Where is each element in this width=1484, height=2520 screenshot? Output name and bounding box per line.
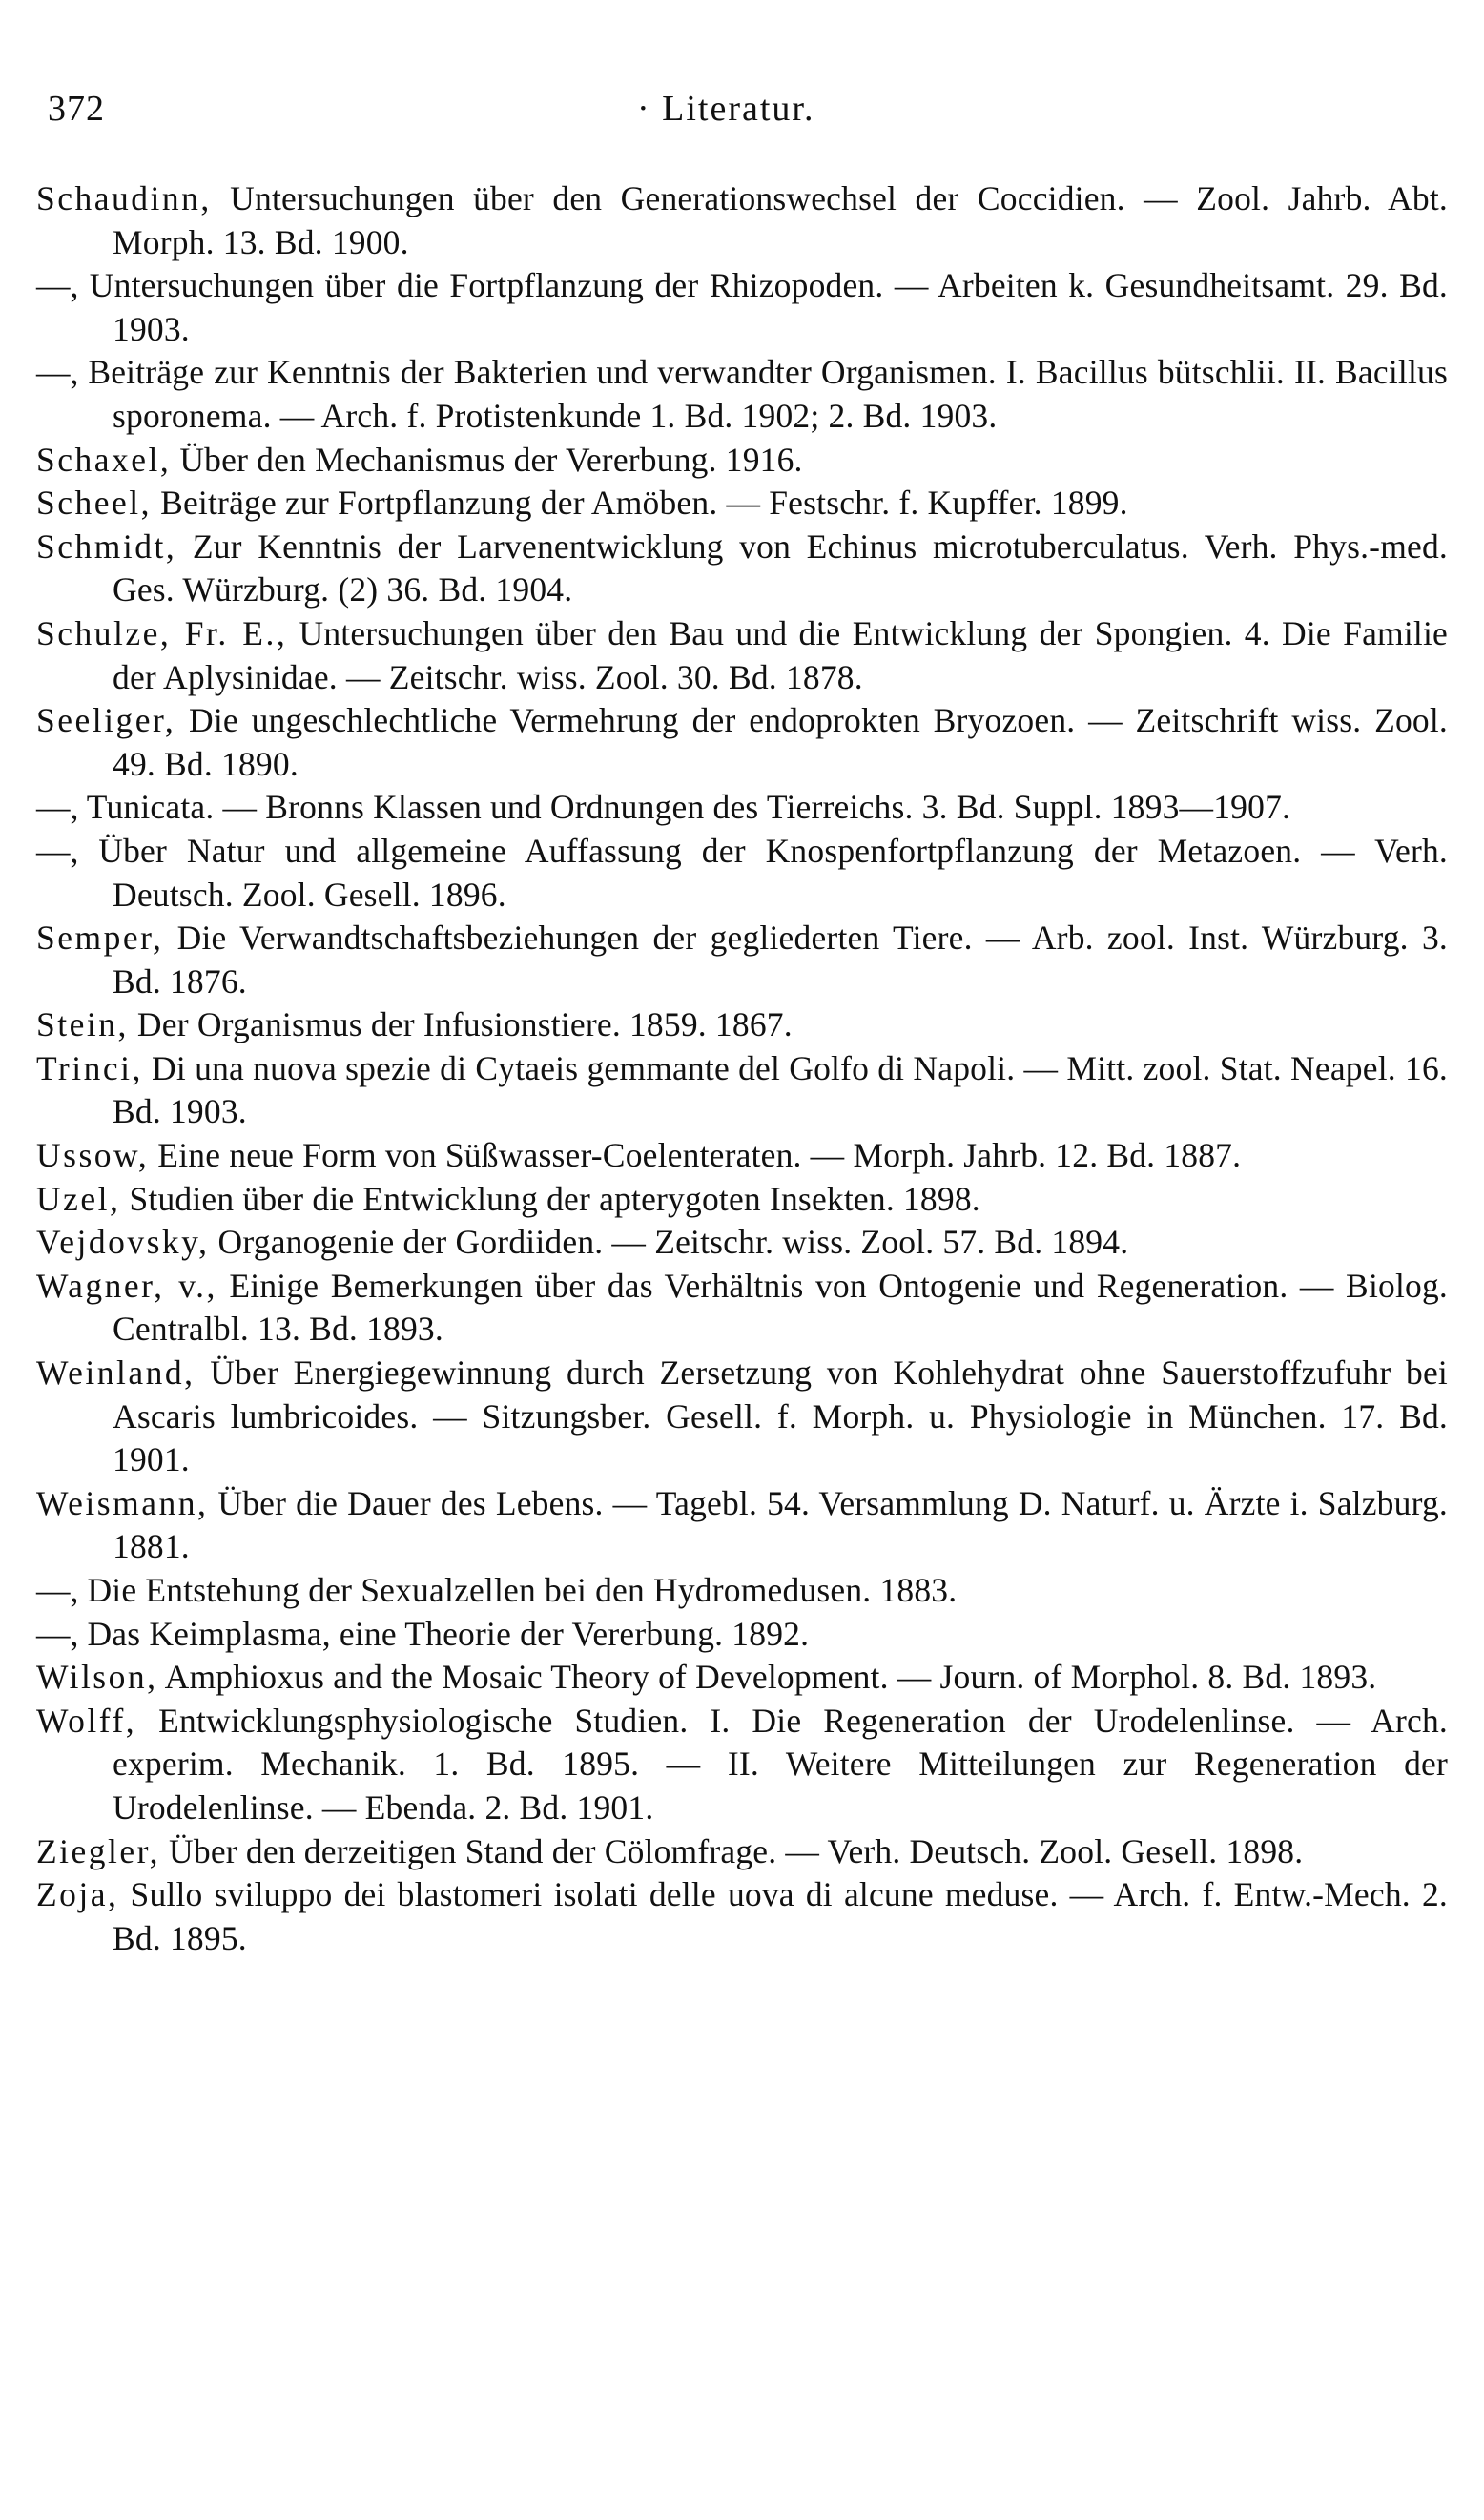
bibliography-entry	[36, 1482, 1448, 1569]
entry-reference: Die ungeschlechtliche Vermehrung der endoprokten Bryozoen. — Zeitschrift wiss. Zool. 49. Bd. 1890.	[113, 701, 1448, 783]
bibliography-entry	[36, 1656, 1448, 1700]
bibliography-entry	[36, 1873, 1448, 1960]
entry-reference: Die Entstehung der Sexualzellen bei den Hydromedusen. 1883.	[78, 1571, 958, 1609]
entry-reference: Die Verwandtschaftsbeziehungen der gegliederten Tiere. — Arb. zool. Inst. Würzburg. 3. Bd. 1876.	[113, 919, 1448, 1001]
bibliography-entry	[36, 786, 1448, 830]
entry-author: Schaxel,	[36, 440, 172, 479]
entry-reference: Über die Dauer des Lebens. — Tagebl. 54. Versammlung D. Naturf. u. Ärzte i. Salzburg. 1881.	[113, 1483, 1448, 1566]
entry-author: Weismann,	[36, 1483, 209, 1522]
entry-reference: Organogenie der Gordiiden. — Zeitschr. wiss. Zool. 57. Bd. 1894.	[209, 1223, 1129, 1262]
entry-author: —,	[36, 266, 79, 305]
bibliography-entry	[36, 612, 1448, 699]
entry-author: Vejdovsky,	[36, 1223, 210, 1262]
entry-author: Schaudinn,	[36, 179, 212, 217]
entry-author: Zoja,	[36, 1875, 119, 1914]
entry-reference: Untersuchungen über die Fortpflanzung der Rhizopoden. — Arbeiten k. Gesundheitsamt. 29. Bd. 1903.	[78, 266, 1448, 348]
bibliography-entry	[36, 1265, 1448, 1352]
bibliography-entry	[36, 264, 1448, 351]
entry-reference: Das Keimplasma, eine Theorie der Vererbung. 1892.	[78, 1614, 810, 1653]
bibliography-entry	[36, 439, 1448, 483]
entry-reference: Beiträge zur Fortpflanzung der Amöben. — Festschr. f. Kupffer. 1899.	[152, 484, 1128, 523]
entry-author: Wolff,	[36, 1701, 137, 1740]
entry-reference: Über den Mechanismus der Vererbung. 1916.	[171, 440, 803, 479]
entry-reference: Tunicata. — Bronns Klassen und Ordnungen des Tierreichs. 3. Bd. Suppl. 1893—1907.	[78, 788, 1291, 827]
entry-reference: Sullo sviluppo dei blastomeri isolati delle uova di alcune meduse. — Arch. f. Entw.-Mech. 2. Bd. 1895.	[113, 1875, 1448, 1957]
entry-author: —,	[36, 831, 79, 870]
entry-reference: Studien über die Entwicklung der apterygoten Insekten. 1898.	[120, 1179, 980, 1218]
bibliography-entry	[36, 1221, 1448, 1265]
entry-reference: Untersuchungen über den Generationswechsel der Coccidien. — Zool. Jahrb. Abt. Morph. 13. Bd. 1900.	[113, 179, 1448, 261]
bibliography-entry	[36, 1700, 1448, 1830]
bibliography-entry	[36, 1569, 1448, 1613]
entry-author: Scheel,	[36, 484, 153, 523]
entry-reference: Zur Kenntnis der Larvenentwicklung von Echinus microtuberculatus. Verh. Phys.-med. Ges. Würzburg. (2) 36. Bd. 1904.	[113, 527, 1448, 609]
entry-author: Schmidt,	[36, 527, 177, 566]
entry-author: Weinland,	[36, 1353, 196, 1393]
entry-reference: Über den derzeitigen Stand der Cölomfrage. — Verh. Deutsch. Zool. Gesell. 1898.	[159, 1831, 1304, 1870]
entry-reference: Über Natur und allgemeine Auffassung der Knospenfortpflanzung der Metazoen. — Verh. Deutsch. Zool. Gesell. 1896.	[78, 831, 1448, 914]
entry-author: —,	[36, 1571, 79, 1609]
entry-author: Uzel,	[36, 1179, 121, 1218]
entry-reference: Einige Bemerkungen über das Verhältnis von Ontogenie und Regeneration. — Biolog. Centralbl. 13. Bd. 1893.	[113, 1266, 1448, 1349]
entry-author: Wilson,	[36, 1658, 158, 1697]
page-header	[36, 78, 1448, 135]
bibliography-entry	[36, 1003, 1448, 1047]
entry-author: —,	[36, 1614, 79, 1653]
bibliography-entry	[36, 1178, 1448, 1222]
bibliography-list	[36, 177, 1448, 1960]
bibliography-entry	[36, 1134, 1448, 1178]
entry-author: Schulze, Fr. E.,	[36, 613, 288, 652]
bibliography-entry	[36, 917, 1448, 1003]
running-title: · Literatur.	[637, 89, 815, 129]
entry-author: Wagner, v.,	[36, 1266, 217, 1305]
bibliography-entry	[36, 699, 1448, 786]
entry-author: Semper,	[36, 919, 164, 958]
page-number: 372	[48, 89, 105, 129]
entry-author: Ziegler,	[36, 1831, 160, 1870]
bibliography-entry	[36, 1613, 1448, 1657]
entry-reference: Entwicklungsphysiologische Studien. I. Die Regeneration der Urodelenlinse. — Arch. experim. Mechanik. 1. Bd. 1895. — II. Weitere Mitteilungen zur Regeneration der Urodelenlinse. — Ebenda. 2. Bd. 1901.	[113, 1701, 1448, 1827]
entry-reference: Amphioxus and the Mosaic Theory of Development. — Journ. of Morphol. 8. Bd. 1893.	[157, 1658, 1377, 1697]
bibliography-entry	[36, 1830, 1448, 1874]
entry-author: Trinci,	[36, 1048, 143, 1087]
entry-reference: Eine neue Form von Süßwasser-Coelenteraten. — Morph. Jahrb. 12. Bd. 1887.	[149, 1136, 1242, 1175]
bibliography-entry	[36, 526, 1448, 612]
bibliography-entry	[36, 1047, 1448, 1134]
entry-author: Ussow,	[36, 1136, 150, 1175]
bibliography-entry	[36, 1352, 1448, 1482]
entry-reference: Di una nuova spezie di Cytaeis gemmante del Golfo di Napoli. — Mitt. zool. Stat. Neapel. 16. Bd. 1903.	[113, 1048, 1448, 1131]
entry-reference: Über Energiegewinnung durch Zersetzung von Kohlehydrat ohne Sauerstoffzufuhr bei Ascaris lumbricoides. — Sitzungsber. Gesell. f. Morph. u. Physiologie in München. 17. Bd. 1901.	[113, 1353, 1448, 1479]
bibliography-entry	[36, 351, 1448, 438]
bibliography-entry	[36, 830, 1448, 917]
bibliography-entry	[36, 482, 1448, 526]
book-page	[36, 78, 1448, 2482]
entry-reference: Der Organismus der Infusionstiere. 1859. 1867.	[128, 1005, 793, 1044]
entry-author: Stein,	[36, 1005, 129, 1044]
entry-author: —,	[36, 788, 79, 827]
entry-author: Seeliger,	[36, 701, 176, 740]
entry-author: —,	[36, 353, 79, 392]
entry-reference: Untersuchungen über den Bau und die Entwicklung der Spongien. 4. Die Familie der Aplysinidae. — Zeitschr. wiss. Zool. 30. Bd. 1878.	[113, 613, 1448, 696]
entry-reference: Beiträge zur Kenntnis der Bakterien und verwandter Organismen. I. Bacillus bütschlii. II. Bacillus sporonema. — Arch. f. Protistenkunde 1. Bd. 1902; 2. Bd. 1903.	[78, 353, 1448, 435]
bibliography-entry	[36, 177, 1448, 264]
